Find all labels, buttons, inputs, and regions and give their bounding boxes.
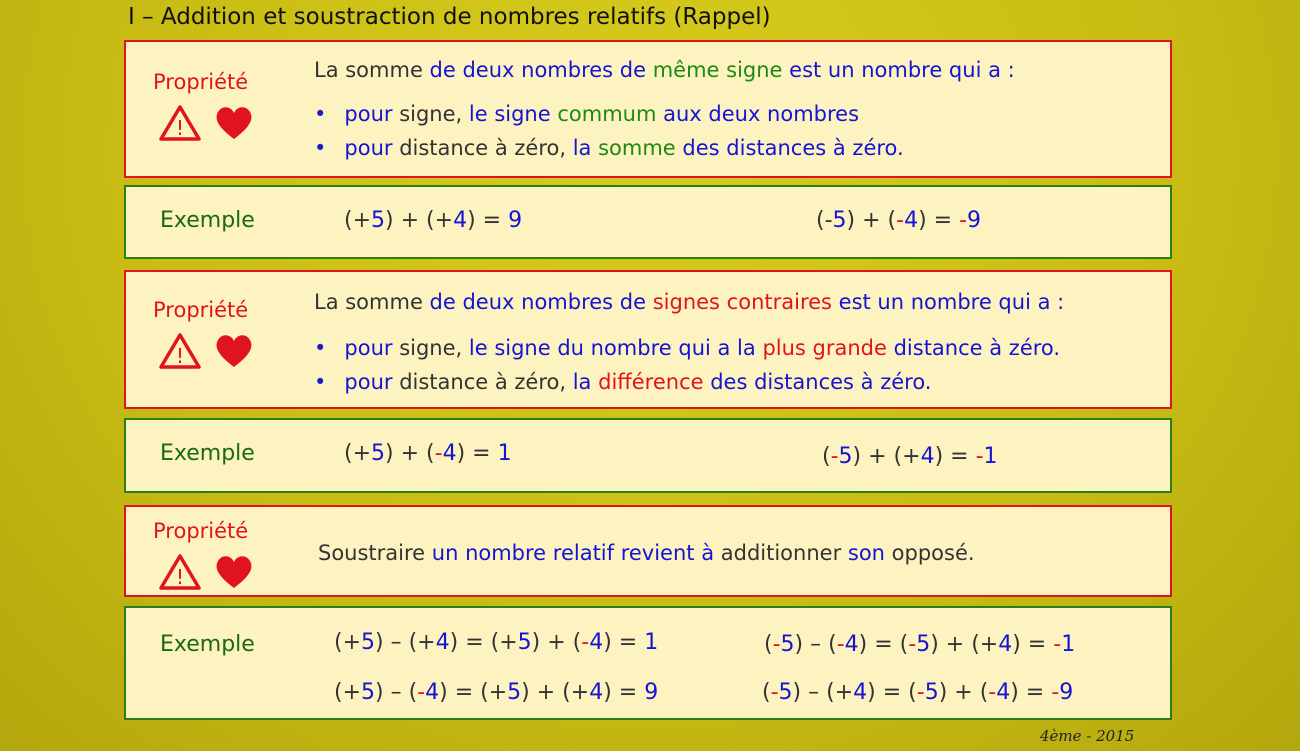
warning-triangle-icon [158,332,202,370]
text-segment: 4 [442,441,457,466]
exemple-1-left [344,208,522,233]
exemple-label: Exemple [160,441,255,466]
text-segment: ) + ( [385,441,435,466]
text-segment: est un nombre qui a : [782,58,1015,82]
text-segment: 4 [920,444,935,469]
exemple-2-right [822,444,998,469]
text-segment: (+ [344,208,372,233]
text-segment: (+ [334,630,362,655]
text-segment: 5 [838,444,853,469]
text-segment: ) – (+ [375,630,436,655]
propriete-2-intro [314,290,1064,314]
propriete-1-intro [314,58,1015,82]
warning-triangle-icon [158,104,202,142]
text-segment: (+ [334,680,362,705]
text-segment: pour [344,336,393,360]
text-segment: ) + (+ [385,208,454,233]
text-segment: ) = [603,630,645,655]
text-segment: (- [816,208,833,233]
text-segment: distance à zéro, [392,370,573,394]
text-segment: 1 [497,441,512,466]
text-segment: 5 [778,680,793,705]
exemple-label: Exemple [160,208,255,233]
text-segment: 5 [924,680,939,705]
text-segment: ( [822,444,831,469]
text-segment: 9 [967,208,982,233]
exemple-3-right-1 [764,632,1075,657]
text-segment: - [434,441,443,466]
text-segment: la [572,370,599,394]
exemple-3-left-2 [334,680,658,705]
propriete-box-2 [124,270,1172,409]
text-segment: 5 [371,441,386,466]
text-segment: - [908,632,917,657]
text-segment: pour [344,136,393,160]
exemple-label: Exemple [160,632,255,657]
text-segment: 5 [832,208,847,233]
text-segment: ) + ( [846,208,897,233]
text-segment: son [847,541,885,565]
text-segment: signe, [392,336,469,360]
text-segment: ) – ( [375,680,418,705]
text-segment: 5 [361,680,376,705]
text-segment: de deux nombres de [422,58,653,82]
text-segment: - [1053,632,1062,657]
text-segment: La somme [314,290,423,314]
heart-icon [214,333,254,369]
text-segment: ) = [918,208,960,233]
text-segment: - [836,632,845,657]
text-segment: différence [598,370,704,394]
text-segment: 5 [780,632,795,657]
propriete-2-bullet-1: • pour signe, le signe du nombre qui a la plus grande distance à zéro. [314,336,1061,360]
text-segment: le signe du nombre qui a la [468,336,763,360]
propriete-label: Propriété [153,70,249,94]
text-segment: - [1051,680,1060,705]
text-segment: - [772,632,781,657]
propriete-box-1 [124,40,1172,178]
text-segment: - [975,444,984,469]
text-segment: ) = [456,441,498,466]
text-segment: 1 [983,444,998,469]
text-segment: 4 [996,680,1011,705]
text-segment: additionner [714,541,848,565]
exemple-1-right [816,208,981,233]
text-segment: ) = [603,680,645,705]
page-title: I – Addition et soustraction de nombres relatifs (Rappel) [128,4,771,30]
svg-text:!: ! [175,116,185,140]
text-segment: des distances à zéro. [703,370,932,394]
text-segment: opposé. [885,541,975,565]
text-segment: des distances à zéro. [675,136,904,160]
text-segment: ) = [1012,632,1054,657]
text-segment: (+ [344,441,372,466]
text-segment: 4 [904,208,919,233]
propriete-icons [158,553,254,591]
text-segment: ) = [934,444,976,469]
exemple-box-3 [124,606,1172,720]
text-segment: de deux nombres de [422,290,653,314]
text-segment: ) = [1010,680,1052,705]
text-segment: ) + ( [938,680,989,705]
text-segment: pour [344,102,393,126]
text-segment: - [959,208,968,233]
text-segment: 4 [453,208,468,233]
propriete-label: Propriété [153,298,249,322]
text-segment: ( [762,680,771,705]
text-segment: - [916,680,925,705]
propriete-1-bullet-1: • pour signe, le signe commum aux deux nombres [314,102,860,126]
text-segment: - [830,444,839,469]
text-segment: - [581,630,590,655]
text-segment: 9 [1059,680,1074,705]
text-segment: aux deux nombres [656,102,860,126]
svg-text:!: ! [175,565,185,589]
text-segment: ) + (+ [852,444,921,469]
text-segment: est un nombre qui a : [831,290,1065,314]
propriete-1-bullet-2: • pour distance à zéro, la somme des distances à zéro. [314,136,904,160]
text-segment: plus grande [762,336,887,360]
text-segment: 1 [1061,632,1076,657]
propriete-box-3 [124,505,1172,597]
text-segment: ( [764,632,773,657]
text-segment: un nombre relatif revient à [425,541,715,565]
propriete-3-text [318,541,975,565]
text-segment: ) + ( [531,630,582,655]
text-segment: 4 [853,680,868,705]
text-segment: la [572,136,599,160]
text-segment: 5 [371,208,386,233]
text-segment: - [770,680,779,705]
exemple-box-2 [124,418,1172,493]
exemple-box-1 [124,185,1172,259]
text-segment: 9 [644,680,659,705]
heart-icon [214,554,254,590]
text-segment: Soustraire [318,541,426,565]
text-segment: - [896,208,905,233]
text-segment: le signe [468,102,558,126]
svg-text:!: ! [175,344,185,368]
text-segment: ) = [467,208,509,233]
text-segment: - [417,680,426,705]
text-segment: ) – (+ [792,680,854,705]
text-segment: 5 [361,630,376,655]
text-segment: ) + (+ [930,632,999,657]
text-segment: 1 [644,630,659,655]
text-segment: ) = (+ [439,680,508,705]
footer-date: 4ème - 2015 [1040,727,1135,745]
text-segment: 5 [507,680,522,705]
text-segment: ) + (+ [521,680,590,705]
heart-icon [214,105,254,141]
text-segment: pour [344,370,393,394]
exemple-3-left-1 [334,630,658,655]
text-segment: - [988,680,997,705]
text-segment: 4 [435,630,450,655]
text-segment: distance à zéro. [886,336,1061,360]
text-segment: ) – ( [794,632,837,657]
text-segment: 9 [508,208,523,233]
text-segment: 4 [589,680,604,705]
propriete-label: Propriété [153,519,249,543]
text-segment: 5 [916,632,931,657]
text-segment: 4 [425,680,440,705]
propriete-icons [158,332,254,370]
text-segment: ) = ( [867,680,917,705]
exemple-2-left [344,441,512,466]
text-segment: 4 [844,632,859,657]
propriete-icons [158,104,254,142]
text-segment: La somme [314,58,423,82]
text-segment: somme [598,136,676,160]
warning-triangle-icon [158,553,202,591]
text-segment: signe, [392,102,469,126]
text-segment: signes contraires [652,290,832,314]
text-segment: commum [557,102,657,126]
text-segment: ) = ( [858,632,909,657]
text-segment: ) = (+ [449,630,518,655]
text-segment: même signe [652,58,783,82]
text-segment: distance à zéro, [392,136,573,160]
text-segment: 4 [589,630,604,655]
text-segment: 5 [517,630,532,655]
propriete-2-bullet-2: • pour distance à zéro, la différence des distances à zéro. [314,370,932,394]
text-segment: 4 [998,632,1013,657]
exemple-3-right-2 [762,680,1073,705]
